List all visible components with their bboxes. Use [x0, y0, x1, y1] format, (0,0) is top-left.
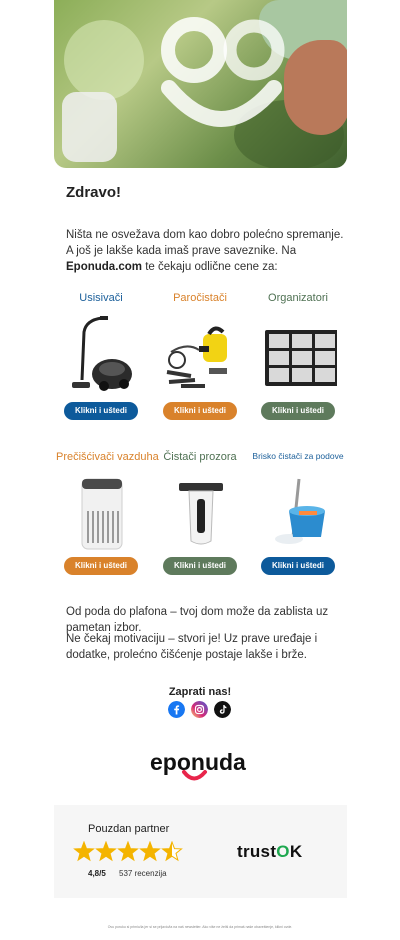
hero-image: [54, 0, 347, 168]
brand-link[interactable]: Eponuda.com: [66, 261, 143, 273]
foam-logo-icon: [149, 10, 294, 140]
star-icon: [96, 842, 115, 860]
category-organizers: [253, 292, 343, 420]
category-air-purifiers: [56, 451, 159, 575]
category-title: Brisko čistači za podove: [252, 451, 344, 461]
facebook-icon[interactable]: [168, 701, 185, 718]
star-icon: [140, 842, 159, 860]
steam-cleaner-icon: [161, 312, 239, 392]
drawer-organizer-icon: [259, 312, 337, 392]
greeting: Zdravo!: [66, 184, 122, 201]
category-floor-mops: [248, 451, 348, 575]
air-purifier-icon: [62, 471, 140, 551]
instagram-icon[interactable]: [191, 701, 208, 718]
cta-button-window-cleaners[interactable]: Klikni i uštedi: [163, 557, 237, 575]
eponuda-logo[interactable]: [150, 745, 250, 785]
trustok-logo[interactable]: trustOK: [237, 842, 303, 861]
intro-text: Ništa ne osvežava dom kao dobro polećno spremanje. A još je lakše kada imaš prave saveznike. Na Eponuda.com te čekaju odlične cene za:: [66, 229, 344, 273]
rating-stars: [73, 841, 183, 863]
star-icon: [74, 842, 93, 860]
outro-paragraph-1: Od poda do plafona – tvoj dom može da zablista uz pametan izbor.: [66, 606, 329, 634]
cta-button-vacuums[interactable]: Klikni i uštedi: [64, 402, 138, 420]
window-vacuum-icon: [161, 471, 239, 551]
category-title: Paročistači: [173, 292, 227, 304]
category-steam-cleaners: [155, 292, 245, 420]
cta-button-floor-mops[interactable]: Klikni i uštedi: [261, 557, 335, 575]
rating-value: 4,8/5: [88, 869, 106, 878]
cta-button-air-purifiers[interactable]: Klikni i uštedi: [64, 557, 138, 575]
svg-text:eponuda: eponuda: [150, 749, 246, 775]
review-count: 537 recenzija: [119, 869, 167, 878]
star-icon: [118, 842, 137, 860]
outro-paragraph-2: Ne čekaj motivaciju – stvori je! Uz prave uređaje i dodatke, prolećno čišćenje postaje lakše i brže.: [66, 633, 318, 661]
tiktok-icon[interactable]: [214, 701, 231, 718]
category-window-cleaners: [155, 451, 245, 575]
category-title: Prečišćivači vazduha: [56, 451, 159, 463]
follow-title: Zaprati nas!: [168, 686, 232, 698]
category-vacuums: [56, 292, 146, 420]
category-title: Usisivači: [79, 292, 123, 304]
star-icon: [162, 842, 181, 860]
category-title: Čistači prozora: [163, 451, 237, 463]
category-title: Organizatori: [268, 292, 328, 304]
vacuum-cleaner-icon: [62, 312, 140, 392]
spray-bottle: [62, 92, 117, 162]
footer-unsubscribe-text[interactable]: Ovu poruku si primio/la jer si se prijavio/la na naš newsletter. Ako više ne želiš da primaš naše obaveštenje, klikni ovde.: [107, 925, 293, 929]
social-links: [168, 701, 232, 719]
trust-title: Pouzdan partner: [88, 823, 170, 835]
spin-mop-icon: [259, 471, 337, 551]
cta-button-organizers[interactable]: Klikni i uštedi: [261, 402, 335, 420]
cta-button-steam-cleaners[interactable]: Klikni i uštedi: [163, 402, 237, 420]
